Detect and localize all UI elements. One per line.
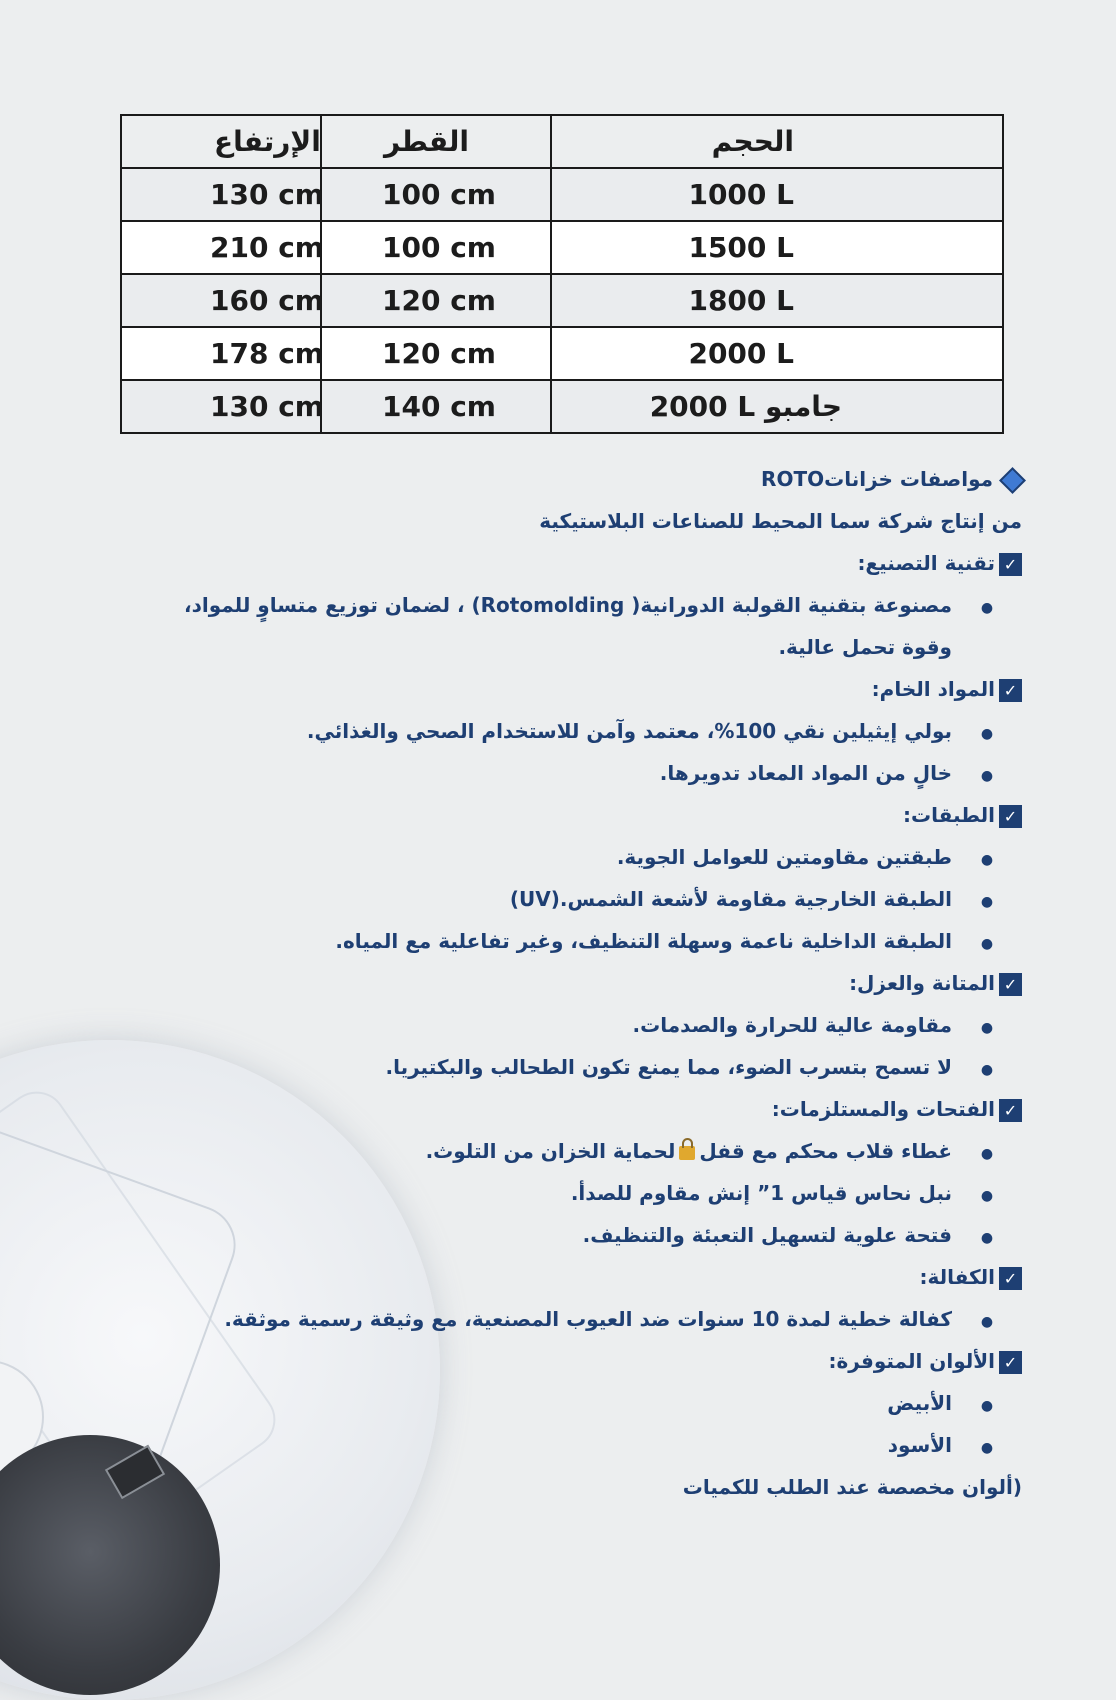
check-icon: ✓ (999, 973, 1022, 996)
bullet-icon: ● (980, 894, 994, 910)
list-item: ●الأبيض (160, 1382, 1022, 1424)
check-icon: ✓ (999, 1099, 1022, 1122)
lid-lock (105, 1445, 165, 1499)
header-volume: الحجم (551, 115, 1003, 168)
cell-diameter: 100 cm (321, 221, 551, 274)
diamond-icon (999, 467, 1026, 494)
spec-title: مواصفات خزاناتROTO (160, 458, 1022, 500)
lock-icon (679, 1146, 695, 1160)
table-row (121, 274, 1003, 327)
section-heading-materials: ✓المواد الخام: (160, 668, 1022, 710)
section-heading-warranty: ✓الكفالة: (160, 1256, 1022, 1298)
spec-content (160, 458, 1022, 1508)
check-icon: ✓ (999, 805, 1022, 828)
cell-volume: 1000 L (551, 168, 1003, 221)
bullet-icon: ● (980, 936, 994, 952)
section-heading-durability: ✓المتانة والعزل: (160, 962, 1022, 1004)
bullet-icon: ● (980, 1230, 994, 1246)
section-heading-layers: ✓الطبقات: (160, 794, 1022, 836)
bullet-icon: ● (980, 600, 994, 616)
table-row (121, 221, 1003, 274)
colors-note: (ألوان مخصصة عند الطلب للكميات (682, 1475, 1022, 1499)
bullet-icon: ● (980, 1314, 994, 1330)
bullet-icon: ● (980, 1020, 994, 1036)
cell-volume: 1500 L (551, 221, 1003, 274)
list-item: ●غطاء قلاب محكم مع قفللحماية الخزان من التلوث. (160, 1130, 1022, 1172)
list-item: ●فتحة علوية لتسهيل التعبئة والتنظيف. (160, 1214, 1022, 1256)
cell-diameter: 120 cm (321, 274, 551, 327)
list-item: ●الطبقة الداخلية ناعمة وسهلة التنظيف، وغير تفاعلية مع المياه. (160, 920, 1022, 962)
cell-volume: 2000 L (551, 327, 1003, 380)
table-row (121, 327, 1003, 380)
cell-height: 130 cm (121, 168, 321, 221)
list-item: ●مقاومة عالية للحرارة والصدمات. (160, 1004, 1022, 1046)
bullet-icon: ● (980, 1398, 994, 1414)
list-item-continuation: وقوة تحمل عالية. (778, 635, 952, 659)
list-item: ●الطبقة الخارجية مقاومة لأشعة الشمس.(UV) (160, 878, 1022, 920)
bullet-icon: ● (980, 852, 994, 868)
bullet-icon: ● (980, 1062, 994, 1078)
list-item: ●نبل نحاس قياس 1” إنش مقاوم للصدأ. (160, 1172, 1022, 1214)
bullet-icon: ● (980, 1440, 994, 1456)
check-icon: ✓ (999, 1351, 1022, 1374)
list-item: ●الأسود (160, 1424, 1022, 1466)
cell-diameter: 140 cm (321, 380, 551, 433)
cell-height: 130 cm (121, 380, 321, 433)
cell-height: 160 cm (121, 274, 321, 327)
section-heading-colors: ✓الألوان المتوفرة: (160, 1340, 1022, 1382)
cell-height: 210 cm (121, 221, 321, 274)
check-icon: ✓ (999, 553, 1022, 576)
cell-volume: 1800 L (551, 274, 1003, 327)
list-item: ●طبقتين مقاومتين للعوامل الجوية. (160, 836, 1022, 878)
cell-diameter: 100 cm (321, 168, 551, 221)
cell-height: 178 cm (121, 327, 321, 380)
bullet-icon: ● (980, 1188, 994, 1204)
table-row (121, 168, 1003, 221)
list-item: ●خالٍ من المواد المعاد تدويرها. (160, 752, 1022, 794)
bullet-icon: ● (980, 1146, 994, 1162)
cell-volume: 2000 L جامبو (551, 380, 1003, 433)
list-item: ●كفالة خطية لمدة 10 سنوات ضد العيوب المصنعية، مع وثيقة رسمية موثقة. (160, 1298, 1022, 1340)
section-heading-manufacturing: ✓تقنية التصنيع: (160, 542, 1022, 584)
header-diameter: القطر (321, 115, 551, 168)
list-item: ●لا تسمح بتسرب الضوء، مما يمنع تكون الطحالب والبكتيريا. (160, 1046, 1022, 1088)
bullet-icon: ● (980, 768, 994, 784)
table-header-row (121, 115, 1003, 168)
list-item: ●مصنوعة بتقنية القولبة الدورانية( Rotomolding) ، لضمان توزيع متساوٍ للمواد، (160, 584, 1022, 626)
table-row (121, 380, 1003, 433)
spec-subtitle: من إنتاج شركة سما المحيط للصناعات البلاستيكية (539, 509, 1022, 533)
section-heading-openings: ✓الفتحات والمستلزمات: (160, 1088, 1022, 1130)
cell-diameter: 120 cm (321, 327, 551, 380)
specs-table (120, 114, 1004, 434)
check-icon: ✓ (999, 1267, 1022, 1290)
header-height: الإرتفاع (121, 115, 321, 168)
list-item: ●بولي إيثيلين نقي 100%، معتمد وآمن للاستخدام الصحي والغذائي. (160, 710, 1022, 752)
check-icon: ✓ (999, 679, 1022, 702)
bullet-icon: ● (980, 726, 994, 742)
